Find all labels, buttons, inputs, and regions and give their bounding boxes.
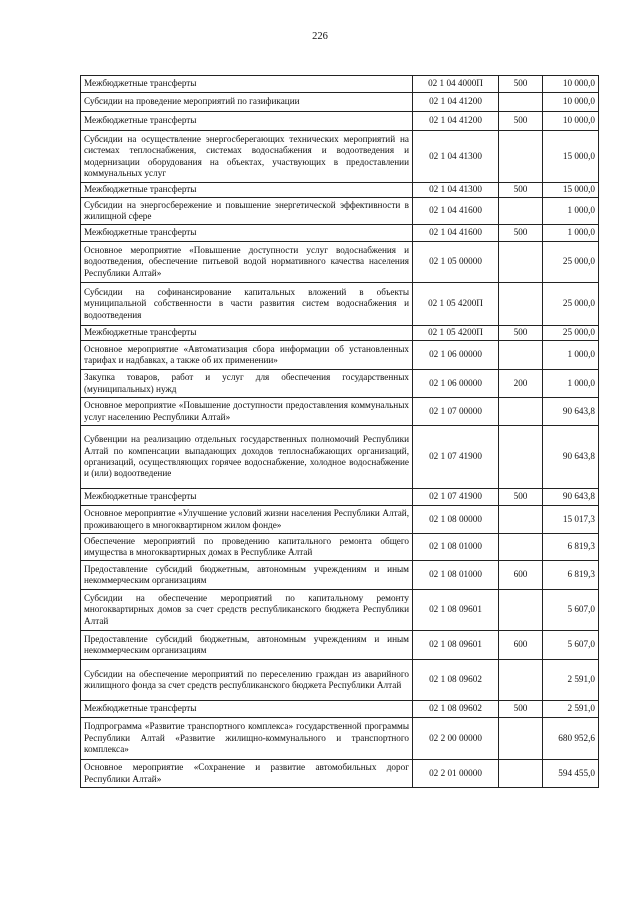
- table-row: [81, 534, 599, 561]
- row-name-cell: Основное мероприятие «Сохранение и развитие автомобильных дорог Республики Алтай»: [81, 760, 413, 788]
- table-row: [81, 590, 599, 631]
- row-expense-type-cell: 500: [499, 489, 543, 506]
- row-expense-type-cell: [499, 760, 543, 788]
- row-code-cell: 02 1 04 41600: [413, 198, 499, 225]
- row-code-cell: 02 1 07 41900: [413, 489, 499, 506]
- row-name-cell: Субсидии на обеспечение мероприятий по капитальному ремонту многоквартирных домов за счет средств республиканского бюджета Республики Алтай: [81, 590, 413, 631]
- row-code-cell: 02 1 04 41200: [413, 112, 499, 131]
- row-expense-type-cell: [499, 534, 543, 561]
- row-name-cell: Субсидии на проведение мероприятий по газификации: [81, 93, 413, 112]
- page-number: 226: [312, 31, 328, 42]
- row-name-cell: Субсидии на обеспечение мероприятий по переселению граждан из аварийного жилищного фонда за счет средств республиканского бюджета Республики Алтай: [81, 660, 413, 701]
- table-row: [81, 225, 599, 242]
- row-code-cell: 02 1 04 41200: [413, 93, 499, 112]
- row-name-cell: Основное мероприятие «Улучшение условий жизни населения Республики Алтай, проживающего в многоквартирном жилом фонде»: [81, 506, 413, 534]
- row-name-cell: Основное мероприятие «Повышение доступности предоставления коммунальных услуг населению Республики Алтай»: [81, 398, 413, 426]
- row-amount-cell: 90 643,8: [543, 426, 599, 489]
- table-row: [81, 283, 599, 326]
- row-code-cell: 02 1 08 01000: [413, 561, 499, 590]
- row-amount-cell: 6 819,3: [543, 561, 599, 590]
- row-amount-cell: 25 000,0: [543, 326, 599, 341]
- table-row: [81, 341, 599, 370]
- row-code-cell: 02 1 05 4200П: [413, 283, 499, 326]
- row-expense-type-cell: [499, 242, 543, 283]
- row-amount-cell: 25 000,0: [543, 242, 599, 283]
- table-row: [81, 660, 599, 701]
- row-code-cell: 02 1 07 41900: [413, 426, 499, 489]
- row-name-cell: Межбюджетные трансферты: [81, 701, 413, 718]
- row-expense-type-cell: [499, 398, 543, 426]
- row-code-cell: 02 1 08 00000: [413, 506, 499, 534]
- row-expense-type-cell: 200: [499, 370, 543, 398]
- row-amount-cell: 1 000,0: [543, 198, 599, 225]
- table-row: [81, 701, 599, 718]
- row-expense-type-cell: 500: [499, 112, 543, 131]
- table-row: [81, 506, 599, 534]
- table-row: [81, 183, 599, 198]
- row-name-cell: Субсидии на софинансирование капитальных вложений в объекты муниципальной собственности в части развития систем водоснабжения и водоотведения: [81, 283, 413, 326]
- row-amount-cell: 10 000,0: [543, 112, 599, 131]
- row-amount-cell: 5 607,0: [543, 631, 599, 660]
- row-name-cell: Закупка товаров, работ и услуг для обеспечения государственных (муниципальных) нужд: [81, 370, 413, 398]
- row-name-cell: Межбюджетные трансферты: [81, 112, 413, 131]
- table-row: [81, 326, 599, 341]
- row-amount-cell: 90 643,8: [543, 398, 599, 426]
- row-amount-cell: 15 000,0: [543, 183, 599, 198]
- row-code-cell: 02 2 00 00000: [413, 718, 499, 760]
- row-amount-cell: 10 000,0: [543, 93, 599, 112]
- table-row: [81, 370, 599, 398]
- table-row: [81, 718, 599, 760]
- row-amount-cell: 1 000,0: [543, 370, 599, 398]
- table-row: [81, 242, 599, 283]
- row-expense-type-cell: [499, 506, 543, 534]
- row-amount-cell: 90 643,8: [543, 489, 599, 506]
- row-expense-type-cell: 500: [499, 701, 543, 718]
- table-row: [81, 112, 599, 131]
- table-row: [81, 198, 599, 225]
- row-amount-cell: 10 000,0: [543, 76, 599, 93]
- row-code-cell: 02 1 05 4200П: [413, 326, 499, 341]
- row-code-cell: 02 1 05 00000: [413, 242, 499, 283]
- row-expense-type-cell: [499, 131, 543, 183]
- row-code-cell: 02 1 08 09602: [413, 660, 499, 701]
- row-name-cell: Основное мероприятие «Автоматизация сбора информации об установленных тарифах и надбавках, а также об их применении»: [81, 341, 413, 370]
- row-name-cell: Субсидии на энергосбережение и повышение энергетической эффективности в жилищной сфере: [81, 198, 413, 225]
- row-amount-cell: 1 000,0: [543, 341, 599, 370]
- row-code-cell: 02 1 04 41300: [413, 183, 499, 198]
- table-row: [81, 131, 599, 183]
- row-name-cell: Межбюджетные трансферты: [81, 225, 413, 242]
- row-expense-type-cell: 600: [499, 631, 543, 660]
- table-row: [81, 489, 599, 506]
- row-code-cell: 02 1 06 00000: [413, 370, 499, 398]
- row-expense-type-cell: [499, 93, 543, 112]
- row-amount-cell: 594 455,0: [543, 760, 599, 788]
- row-amount-cell: 1 000,0: [543, 225, 599, 242]
- row-code-cell: 02 1 08 09601: [413, 590, 499, 631]
- row-code-cell: 02 1 07 00000: [413, 398, 499, 426]
- row-amount-cell: 15 017,3: [543, 506, 599, 534]
- table-row: [81, 631, 599, 660]
- row-amount-cell: 5 607,0: [543, 590, 599, 631]
- row-amount-cell: 680 952,6: [543, 718, 599, 760]
- row-name-cell: Основное мероприятие «Повышение доступности услуг водоснабжения и водоотведения, обеспечение питьевой водой нормативного качества населения Республики Алтай»: [81, 242, 413, 283]
- table-row: [81, 760, 599, 788]
- row-expense-type-cell: [499, 660, 543, 701]
- row-name-cell: Обеспечение мероприятий по проведению капитального ремонта общего имущества в многоквартирных домах в Республике Алтай: [81, 534, 413, 561]
- row-name-cell: Субвенции на реализацию отдельных государственных полномочий Республики Алтай по компенсации выпадающих доходов теплоснабжающих организаций, организаций, осуществляющих горячее водоснабжение, холодное водоснабжение и (или) водоотведение: [81, 426, 413, 489]
- row-code-cell: 02 1 04 41600: [413, 225, 499, 242]
- row-amount-cell: 6 819,3: [543, 534, 599, 561]
- row-name-cell: Субсидии на осуществление энергосберегающих технических мероприятий на системах теплоснабжения, системах водоснабжения и водоотведения и модернизации оборудования на объектах, участвующих в предоставлении коммунальных услуг: [81, 131, 413, 183]
- row-name-cell: Предоставление субсидий бюджетным, автономным учреждениям и иным некоммерческим организациям: [81, 631, 413, 660]
- table-row: [81, 76, 599, 93]
- row-code-cell: 02 1 06 00000: [413, 341, 499, 370]
- row-expense-type-cell: 600: [499, 561, 543, 590]
- row-amount-cell: 2 591,0: [543, 701, 599, 718]
- table-row: [81, 561, 599, 590]
- row-code-cell: 02 1 04 4000П: [413, 76, 499, 93]
- row-expense-type-cell: [499, 198, 543, 225]
- row-code-cell: 02 1 08 09601: [413, 631, 499, 660]
- row-expense-type-cell: [499, 718, 543, 760]
- row-amount-cell: 15 000,0: [543, 131, 599, 183]
- row-expense-type-cell: 500: [499, 76, 543, 93]
- row-code-cell: 02 1 08 09602: [413, 701, 499, 718]
- table-row: [81, 426, 599, 489]
- row-amount-cell: 2 591,0: [543, 660, 599, 701]
- budget-table: [80, 75, 599, 788]
- row-name-cell: Межбюджетные трансферты: [81, 183, 413, 198]
- row-expense-type-cell: 500: [499, 183, 543, 198]
- row-name-cell: Межбюджетные трансферты: [81, 489, 413, 506]
- row-code-cell: 02 2 01 00000: [413, 760, 499, 788]
- table-row: [81, 398, 599, 426]
- table-row: [81, 93, 599, 112]
- row-name-cell: Подпрограмма «Развитие транспортного комплекса» государственной программы Республики Алтай «Развитие жилищно-коммунального и транспортного комплекса»: [81, 718, 413, 760]
- row-amount-cell: 25 000,0: [543, 283, 599, 326]
- row-code-cell: 02 1 04 41300: [413, 131, 499, 183]
- row-expense-type-cell: 500: [499, 225, 543, 242]
- row-name-cell: Межбюджетные трансферты: [81, 326, 413, 341]
- row-expense-type-cell: [499, 283, 543, 326]
- row-name-cell: Предоставление субсидий бюджетным, автономным учреждениям и иным некоммерческим организациям: [81, 561, 413, 590]
- row-expense-type-cell: [499, 426, 543, 489]
- row-name-cell: Межбюджетные трансферты: [81, 76, 413, 93]
- row-expense-type-cell: [499, 341, 543, 370]
- row-expense-type-cell: 500: [499, 326, 543, 341]
- row-expense-type-cell: [499, 590, 543, 631]
- budget-table-body: [81, 76, 599, 788]
- row-code-cell: 02 1 08 01000: [413, 534, 499, 561]
